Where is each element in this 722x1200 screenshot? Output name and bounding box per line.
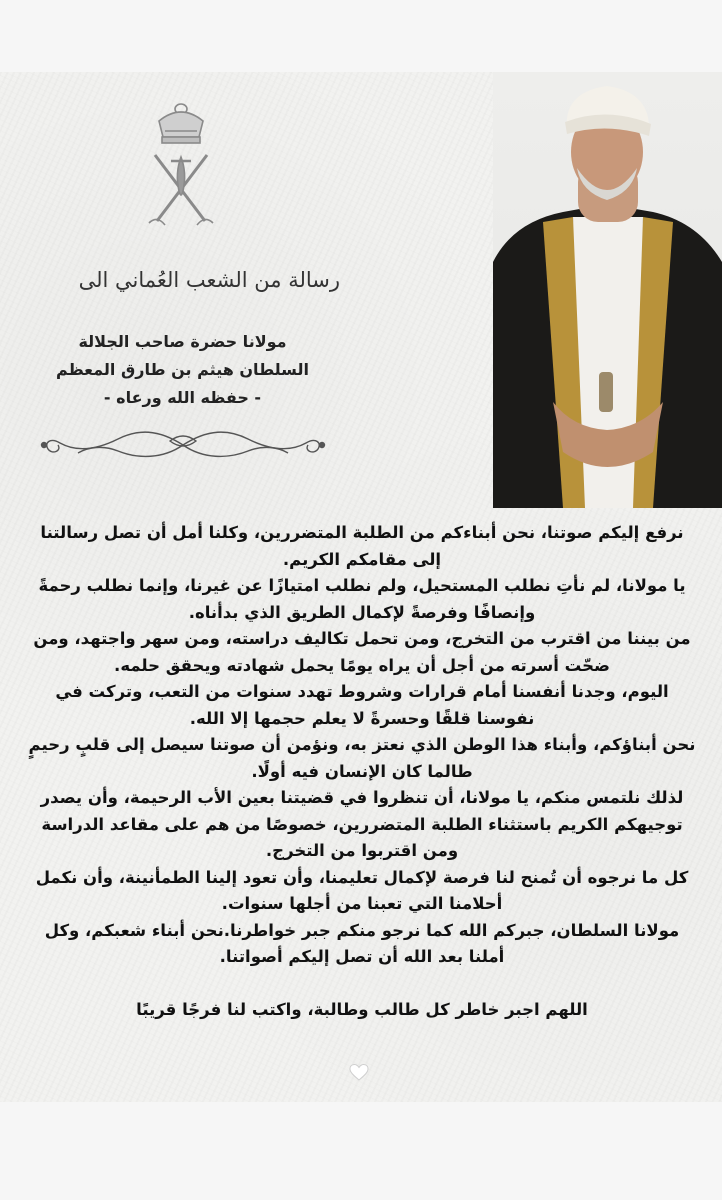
blank-line [28, 971, 696, 998]
letter-paragraph: من بيننا من اقترب من التخرج، ومن تحمل تكاليف دراسته، ومن سهر واجتهد، ومن ضحّت أسرته من أجل أن يراه يومًا يحمل شهادته ويحقق حلمه. [33, 629, 691, 675]
addressee-line: مولانا حضرة صاحب الجلالة [78, 332, 287, 351]
letter-paragraph: مولانا السلطان، جبركم الله كما نرجو منكم جبر خواطرنا.نحن أبناء شعبكم، وكل أملنا بعد الله أن تصل إليكم أصواتنا. [44, 920, 680, 966]
letter-heading: رسالة من الشعب العُماني الى [78, 268, 340, 292]
letter-paragraph: يا مولانا، لم نأتِ نطلب المستحيل، ولم نطلب امتيازًا عن غيرنا، وإنما نطلب رحمةً وإنصافًا وفرصةً لإكمال الطريق الذي بدأناه. [38, 576, 686, 622]
letter-paragraph: لذلك نلتمس منكم، يا مولانا، أن تنظروا في قضيتنا بعين الأب الرحيمة، وأن يصدر توجيهكم الكريم باستثناء الطلبة المتضررين، خصوصًا من هم على مقاعد الدراسة ومن اقتربوا من التخرج. [40, 788, 684, 860]
closing-prayer: اللهم اجبر خاطر كل طالب وطالبة، واكتب لنا فرجًا قريبًا [136, 1000, 588, 1019]
addressee-line: السلطان هيثم بن طارق المعظم [56, 360, 309, 379]
sultan-portrait [493, 72, 722, 508]
flourish-divider-icon [38, 425, 328, 465]
addressee-line: - حفظه الله ورعاه - [103, 388, 262, 407]
letter-body [28, 520, 696, 1024]
addressee-block [30, 328, 335, 412]
oman-emblem-icon [135, 95, 227, 235]
letter-paragraph: نرفع إليكم صوتنا، نحن أبناءكم من الطلبة المتضررين، وكلنا أمل أن تصل رسالتنا إلى مقامكم الكريم. [40, 523, 684, 569]
letter-paragraph: اليوم، وجدنا أنفسنا أمام قرارات وشروط تهدد سنوات من التعب، وتركت في نفوسنا قلقًا وحسرةً لا يعلم حجمها إلا الله. [55, 682, 669, 728]
letter-paragraph: كل ما نرجوه أن تُمنح لنا فرصة لإكمال تعليمنا، وأن تعود إلينا الطمأنينة، وأن نكمل أحلامنا التي تعبنا من أجلها سنوات. [35, 867, 689, 913]
white-heart-icon [349, 1063, 369, 1083]
letter-paragraph: نحن أبناؤكم، وأبناء هذا الوطن الذي نعتز به، ونؤمن أن صوتنا سيصل إلى قلبٍ رحيمٍ طالما كان الإنسان فيه أولًا. [28, 735, 696, 781]
